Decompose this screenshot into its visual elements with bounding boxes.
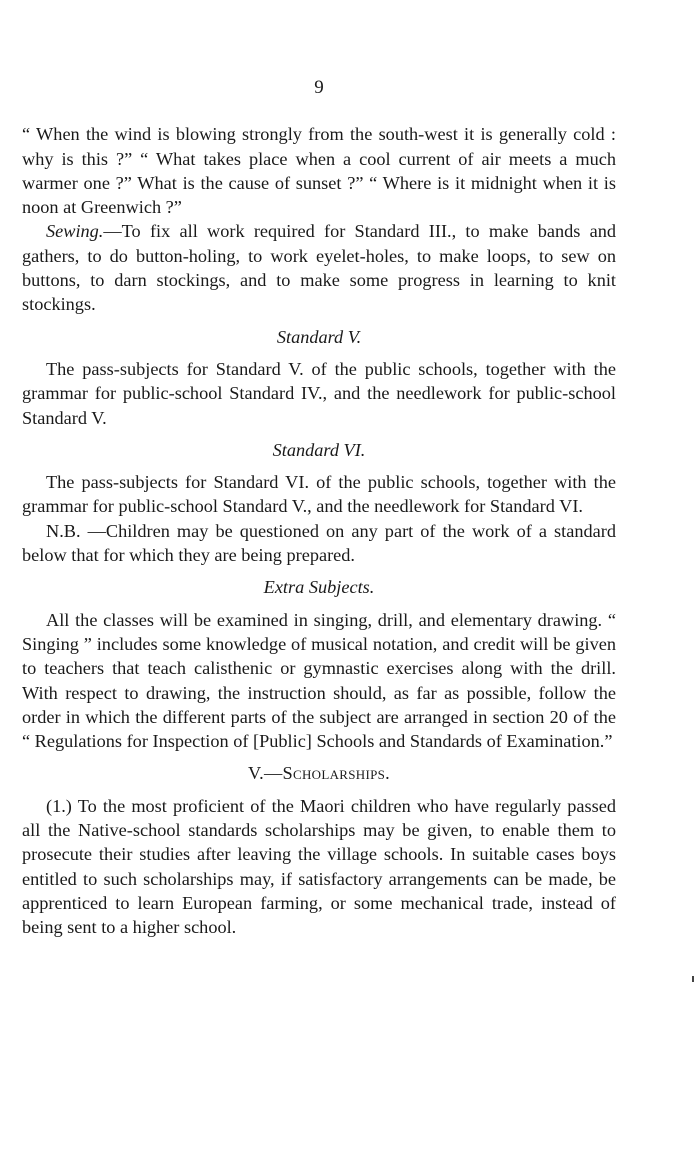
sewing-text: —To fix all work required for Standard III., to make bands and gathers, to do button-holing, to work eyelet-holes, to make loops, to sew on buttons, to darn stockings, and to make some progress in learning to knit stockings. (22, 221, 616, 315)
extra-subjects-heading: Extra Subjects. (263, 577, 375, 598)
standard-v-heading: Standard V. (276, 326, 362, 347)
standard-vi-paragraph: The pass-subjects for Standard VI. of the public schools, together with the grammar for public-school Standard V., and the needlework for Standard VI. (22, 472, 616, 517)
extra-subjects-paragraph: All the classes will be examined in singing, drill, and elementary drawing. “ Singing ” includes some knowledge of musical notation, and credit will be given to teachers that teach calisthenic or gymnastic exercises along with the drill. With respect to drawing, the instruction should, as far as possible, follow the order in which the different parts of the subject are arranged in section 20 of the “ Regulations for Inspection of [Public] Schools and Standards of Examination.” (22, 609, 616, 752)
scholarships-heading: V.—Scholarships. (247, 763, 391, 784)
margin-mark (692, 976, 694, 982)
questions-paragraph: “ When the wind is blowing strongly from the south-west it is generally cold : why is this ?” “ What takes place when a cool current of air meets a much warmer one ?” What is the cause of sunset ?” “ Where is it midnight when it is noon at Greenwich ?” (22, 124, 616, 218)
document-page (22, 76, 616, 940)
sewing-paragraph (22, 219, 616, 316)
sewing-label: Sewing. (46, 221, 104, 242)
standard-v-paragraph: The pass-subjects for Standard V. of the public schools, together with the grammar for public-school Standard IV., and the needlework for public-school Standard V. (22, 358, 616, 428)
standard-vi-heading: Standard VI. (272, 439, 366, 460)
nb-note-paragraph: N.B. —Children may be questioned on any part of the work of a standard below that for which they are being prepared. (22, 520, 616, 566)
page-number: 9 (314, 77, 324, 98)
scholarships-paragraph: (1.) To the most proficient of the Maori children who have regularly passed all the Native-school standards scholarships may be given, to enable them to prosecute their studies after leaving the village schools. In suitable cases boys entitled to such scholarships may, if satisfactory arrangements can be made, be apprenticed to learn European farming, or some mechanical trade, instead of being sent to a higher school. (22, 795, 616, 938)
